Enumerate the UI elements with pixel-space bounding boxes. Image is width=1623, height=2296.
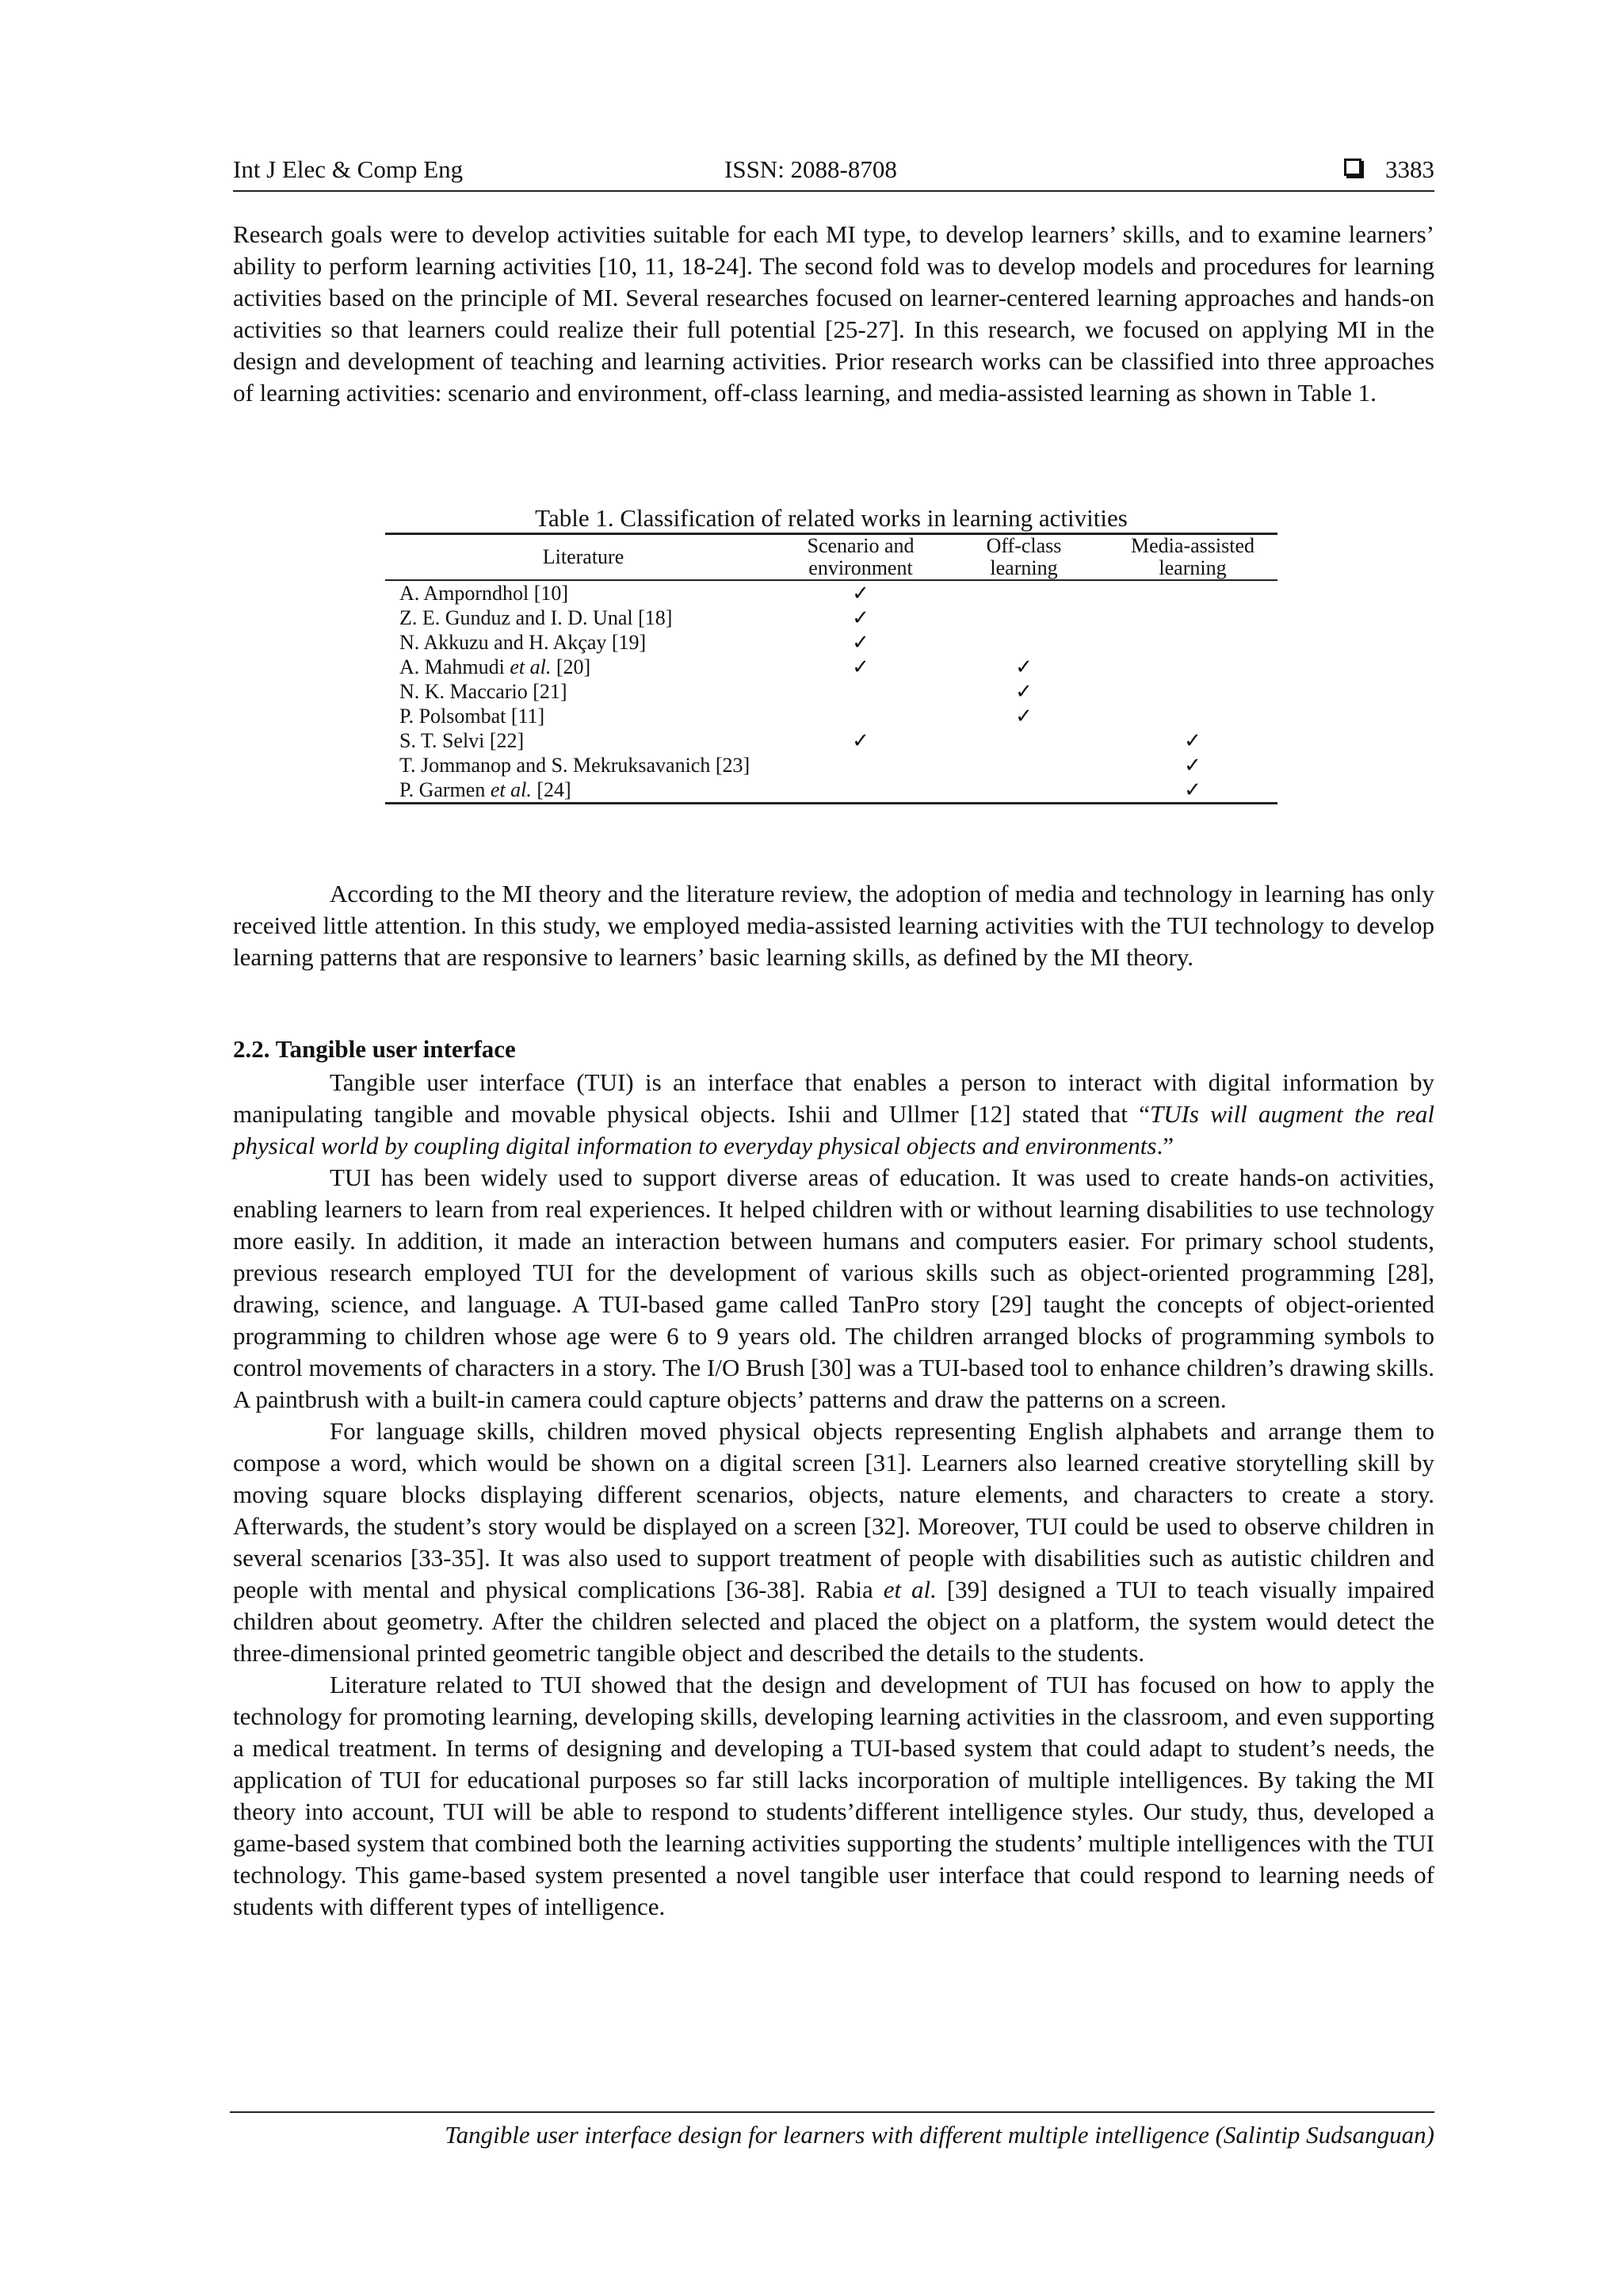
ishii-quote: TUIs will augment the real physical world by coupling digital information to everyday physical objects and environments [233, 1100, 1434, 1159]
check-cell-offclass [940, 630, 1108, 655]
check-cell-media [1108, 679, 1277, 704]
literature-cell: S. T. Selvi [22] [399, 729, 525, 752]
table-row [385, 777, 1277, 804]
checkmark-icon: ✓ [852, 631, 869, 654]
check-cell-offclass [940, 606, 1108, 630]
running-header [233, 155, 1434, 192]
checkmark-icon: ✓ [852, 582, 869, 605]
check-cell-offclass [940, 679, 1108, 704]
checkmark-icon: ✓ [1184, 778, 1201, 801]
intro-paragraph: Research goals were to develop activities suitable for each MI type, to develop learners’ skills, and to examine learners’ ability to perform learning activities [10, 11, 18-24]. The second fold was to develop models and procedures for learning activities based on the principle of MI. Several researches focused on learner-centered learning approaches and hands-on activities so that learners could realize their full potential [25-27]. In this research, we focused on applying MI in the design and development of teaching and learning activities. Prior research works can be classified into three approaches of learning activities: scenario and environment, off-class learning, and media-assisted learning as shown in Table 1. [233, 220, 1434, 407]
literature-cell: A. Amporndhol [10] [399, 582, 569, 605]
table-row [385, 580, 1277, 606]
literature-cell: N. Akkuzu and H. Akçay [19] [399, 631, 647, 654]
check-cell-scenario [781, 606, 940, 630]
check-cell-scenario [781, 630, 940, 655]
table-row [385, 728, 1277, 753]
after-table-block [233, 878, 1434, 973]
table-caption: Table 1. Classification of related works in learning activities [535, 504, 1128, 532]
literature-cell: N. K. Maccario [21] [399, 680, 567, 703]
check-cell-media [1108, 630, 1277, 655]
issn: ISSN: 2088-8708 [724, 155, 897, 183]
square-box-icon [1344, 159, 1361, 176]
check-cell-media [1108, 777, 1277, 804]
check-cell-media [1108, 753, 1277, 777]
literature-cell: T. Jommanop and S. Mekruksavanich [23] [399, 754, 750, 777]
check-cell-scenario [781, 580, 940, 606]
section-body [233, 1067, 1434, 1923]
page-number: 3383 [1385, 155, 1434, 183]
check-cell-offclass [940, 728, 1108, 753]
after-table-paragraph: According to the MI theory and the literature review, the adoption of media and technology in learning has only received little attention. In this study, we employed media-assisted learning activities with the TUI technology to develop learning patterns that are responsive to learners’ basic learning skills, as defined by the MI theory. [233, 880, 1434, 971]
table-1 [385, 504, 1277, 804]
table-row [385, 679, 1277, 704]
table-row [385, 753, 1277, 777]
check-cell-media [1108, 580, 1277, 606]
section-paragraph-2: TUI has been widely used to support diverse areas of education. It was used to create hands-on activities, enabling learners to learn from real experiences. It helped children with or without learning disabilities to use technology more easily. In addition, it made an interaction between humans and computers easier. For primary school students, previous research employed TUI for the development of various skills such as object-oriented programming [28], drawing, science, and language. A TUI-based game called TanPro story [29] taught the concepts of object-oriented programming to children whose age were 6 to 9 years old. The children arranged blocks of programming symbols to control movements of characters in a story. The I/O Brush [30] was a TUI-based tool to enhance children’s drawing skills. A paintbrush with a built-in camera could capture objects’ patterns and draw the patterns on a screen. [233, 1163, 1434, 1413]
section-paragraph-4: Literature related to TUI showed that the design and development of TUI has focused on how to apply the technology for promoting learning, developing skills, developing learning activities in the classroom, and even supporting a medical treatment. In terms of designing and developing a TUI-based system that could adapt to student’s needs, the application of TUI for educational purposes so far still lacks incorporation of multiple intelligences. By taking the MI theory into account, TUI will be able to respond to students’different intelligence styles. Our study, thus, developed a game-based system that combined both the learning activities supporting the students’ multiple intelligences with the TUI technology. This game-based system presented a novel tangible user interface that could respond to learning needs of students with different types of intelligence. [233, 1671, 1434, 1920]
journal-name: Int J Elec & Comp Eng [233, 155, 464, 183]
checkmark-icon: ✓ [852, 655, 869, 678]
check-cell-offclass [940, 704, 1108, 728]
header-scenario: Scenario and environment [807, 534, 915, 579]
check-cell-offclass [940, 777, 1108, 804]
checkmark-icon: ✓ [852, 729, 869, 752]
literature-cell: A. Mahmudi et al. [20] [399, 655, 591, 678]
check-cell-offclass [940, 753, 1108, 777]
table-row [385, 606, 1277, 630]
checkmark-icon: ✓ [1184, 754, 1201, 777]
check-cell-offclass [940, 655, 1108, 679]
literature-cell: P. Polsombat [11] [399, 705, 545, 728]
section-heading: 2.2. Tangible user interface [233, 1035, 516, 1063]
header-offclass: Off-class learning [986, 534, 1062, 579]
check-cell-scenario [781, 655, 940, 679]
table-header-row [385, 534, 1277, 581]
header-media: Media-assisted learning [1131, 534, 1254, 579]
section-paragraph-3: For language skills, children moved physical objects representing English alphabets and arrange them to compose a word, which would be shown on a digital screen [31]. Learners also learned creative storytelling skill by moving square blocks displaying different scenarios, objects, nature elements, and characters to create a story. Afterwards, the student’s story would be displayed on a screen [32]. Moreover, TUI could be used to observe children in several scenarios [33-35]. It was also used to support treatment of people with disabilities such as autistic children and people with mental and physical complications [36-38]. Rabia et al. [39] designed a TUI to teach visually impaired children about geometry. After the children selected and placed the object on a platform, the system would detect the three-dimensional printed geometric tangible object and described the details to the students. [233, 1417, 1434, 1667]
check-cell-scenario [781, 679, 940, 704]
classification-table [385, 533, 1277, 804]
intro-paragraph-block [233, 219, 1434, 409]
check-cell-media [1108, 704, 1277, 728]
section-paragraph-1: Tangible user interface (TUI) is an interface that enables a person to interact with digital information by manipulating tangible and movable physical objects. Ishii and Ullmer [12] stated that “TUIs will augment the real physical world by coupling digital information to everyday physical objects and environments.” [233, 1068, 1434, 1159]
check-cell-scenario [781, 728, 940, 753]
checkmark-icon: ✓ [852, 606, 869, 629]
check-cell-media [1108, 655, 1277, 679]
check-cell-scenario [781, 753, 940, 777]
table-row [385, 704, 1277, 728]
check-cell-scenario [781, 704, 940, 728]
checkmark-icon: ✓ [1015, 680, 1033, 703]
table-body [385, 580, 1277, 804]
literature-cell: Z. E. Gunduz and I. D. Unal [18] [399, 606, 673, 629]
checkmark-icon: ✓ [1184, 729, 1201, 752]
table-row [385, 655, 1277, 679]
header-literature: Literature [542, 545, 624, 568]
literature-cell: P. Garmen et al. [24] [399, 778, 571, 801]
footer-rule [230, 2111, 1434, 2113]
check-cell-offclass [940, 580, 1108, 606]
check-cell-media [1108, 606, 1277, 630]
check-cell-scenario [781, 777, 940, 804]
checkmark-icon: ✓ [1015, 705, 1033, 728]
checkmark-icon: ✓ [1015, 655, 1033, 678]
running-footer: Tangible user interface design for learners with different multiple intelligence (Salintip Sudsanguan) [445, 2121, 1434, 2149]
table-row [385, 630, 1277, 655]
check-cell-media [1108, 728, 1277, 753]
